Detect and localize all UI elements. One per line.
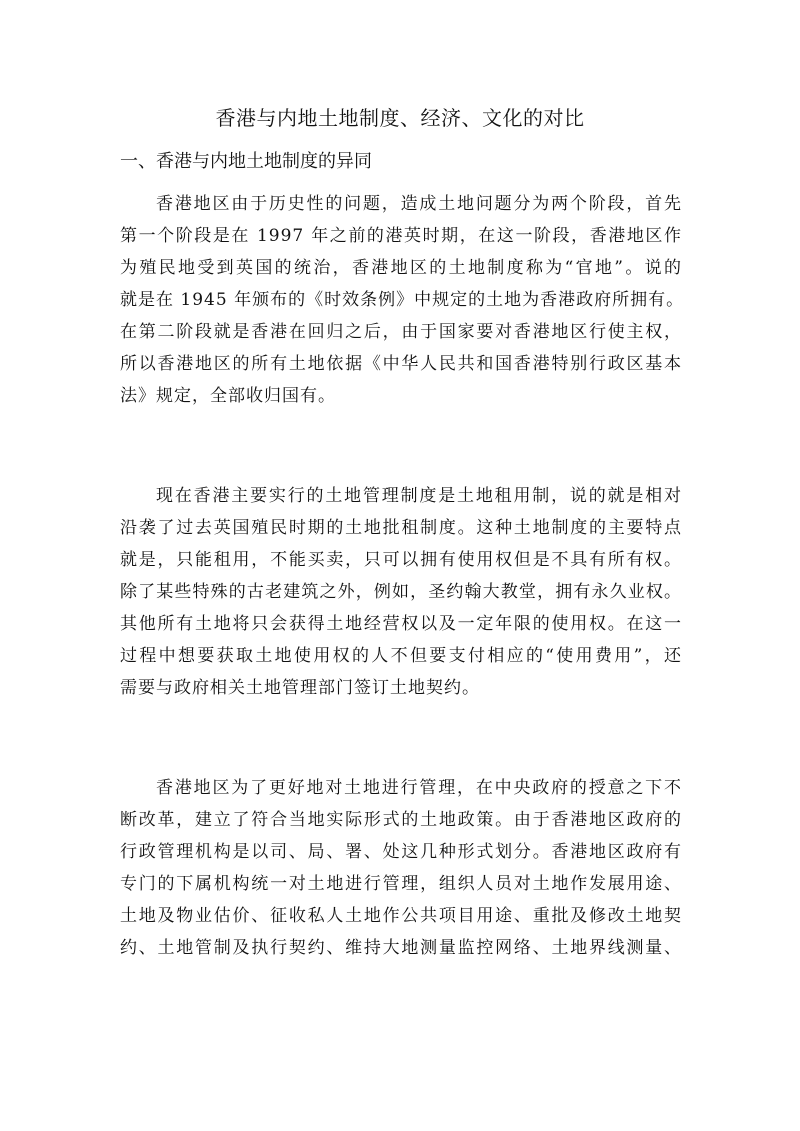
paragraph-line: 就是在 1945 年颁布的《时效条例》中规定的土地为香港政府所拥有。 bbox=[120, 290, 685, 310]
paragraph-line: 在第二阶段就是香港在回归之后，由于国家要对香港地区行使主权， bbox=[120, 322, 682, 342]
paragraph-line: 就是，只能租用，不能买卖，只可以拥有使用权但是不具有所有权。 bbox=[120, 550, 682, 570]
paragraph-line: 香港地区由于历史性的问题，造成土地问题分为两个阶段，首先 bbox=[156, 194, 682, 214]
document-title: 香港与内地土地制度、经济、文化的对比 bbox=[215, 106, 585, 130]
paragraph-line: 需要与政府相关土地管理部门签订土地契约。 bbox=[120, 678, 480, 698]
paragraph-line: 断改革，建立了符合当地实际形式的土地政策。由于香港地区政府的 bbox=[120, 810, 682, 830]
paragraph-3 bbox=[120, 772, 682, 964]
paragraph-line: 约、土地管制及执行契约、维持大地测量监控网络、土地界线测量、 bbox=[120, 938, 682, 958]
paragraph-line: 其他所有土地将只会获得土地经营权以及一定年限的使用权。在这一 bbox=[120, 614, 682, 634]
paragraph-line: 第一个阶段是在 1997 年之前的港英时期，在这一阶段，香港地区作 bbox=[120, 226, 682, 246]
paragraph-2 bbox=[120, 480, 682, 704]
paragraph-line: 法》规定，全部收归国有。 bbox=[120, 386, 336, 406]
paragraph-line: 过程中想要获取土地使用权的人不但要支付相应的“使用费用”，还 bbox=[120, 646, 682, 666]
paragraph-line: 香港地区为了更好地对土地进行管理，在中央政府的授意之下不 bbox=[156, 778, 682, 798]
section-heading: 一、香港与内地土地制度的异同 bbox=[120, 151, 372, 172]
paragraph-line: 所以香港地区的所有土地依据《中华人民共和国香港特别行政区基本 bbox=[120, 354, 682, 374]
paragraph-line: 为殖民地受到英国的统治，香港地区的土地制度称为“官地”。说的 bbox=[120, 258, 682, 278]
paragraph-1 bbox=[120, 188, 685, 412]
paragraph-line: 土地及物业估价、征收私人土地作公共项目用途、重批及修改土地契 bbox=[120, 906, 682, 926]
paragraph-line: 现在香港主要实行的土地管理制度是土地租用制，说的就是相对 bbox=[156, 486, 682, 506]
paragraph-line: 专门的下属机构统一对土地进行管理，组织人员对土地作发展用途、 bbox=[120, 874, 682, 894]
paragraph-line: 沿袭了过去英国殖民时期的土地批租制度。这种土地制度的主要特点 bbox=[120, 518, 682, 538]
paragraph-line: 除了某些特殊的古老建筑之外，例如，圣约翰大教堂，拥有永久业权。 bbox=[120, 582, 682, 602]
paragraph-line: 行政管理机构是以司、局、署、处这几种形式划分。香港地区政府有 bbox=[120, 842, 682, 862]
